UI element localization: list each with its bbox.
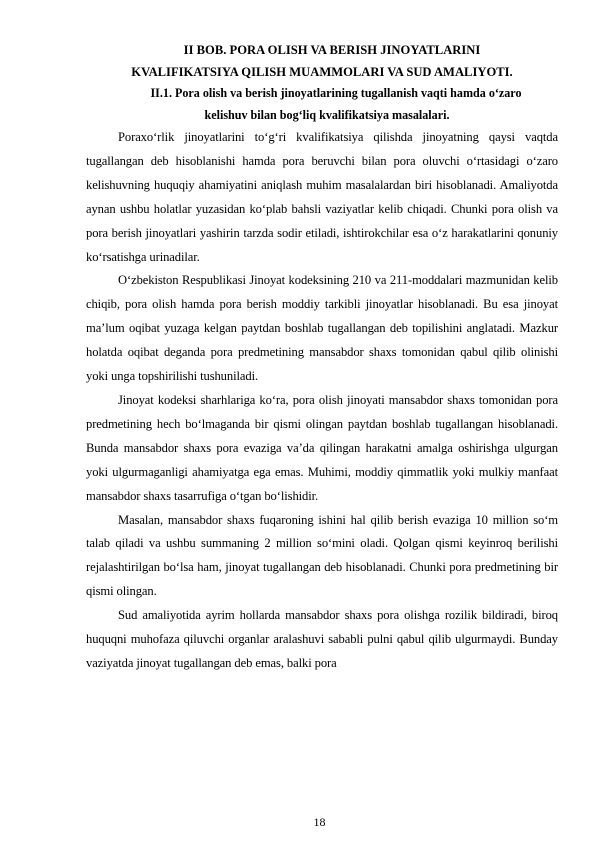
section-heading	[86, 82, 558, 126]
paragraph-4: Masalan, mansabdor shaxs fuqaroning ishini hal qilib berish evaziga 10 million so‘m talab qiladi va ushbu summaning 2 million so‘mini oladi. Qolgan qismi keyinroq berilishi rejalashtirilgan bo‘lsa ham, jinoyat tugallangan deb hisoblanadi. Chunki pora predmetining bir qismi olingan.	[86, 512, 558, 599]
chapter-heading	[86, 40, 558, 82]
page-number: 18	[313, 815, 326, 829]
document-page	[86, 40, 558, 676]
paragraph-3: Jinoyat kodeksi sharhlariga ko‘ra, pora olish jinoyati mansabdor shaxs tomonidan pora predmetining hech bo‘lmaganda bir qismi olingan paytdan boshlab tugallangan hisoblanadi. Bunda mansabdor shaxs pora evaziga va’da qilingan harakatni amalga oshirishga ulgurgan yoki ulgurmaganligi ahamiyatga ega emas. Muhimi, moddiy qimmatlik yoki mulkiy manfaat mansabdor shaxs tasarrufiga o‘tgan bo‘lishidir.	[86, 392, 558, 503]
paragraph-2: O‘zbekiston Respublikasi Jinoyat kodeksining 210 va 211-moddalari mazmunidan kelib chiqib, pora olish hamda pora berish moddiy tarkibli jinoyatlar hisoblanadi. Bu esa jinoyat ma’lum oqibat yuzaga kelgan paytdan boshlab tugallangan deb topilishini anglatadi. Mazkur holatda oqibat deganda pora predmetining mansabdor shaxs tomonidan qabul qilib olinishi yoki unga topshirilishi tushuniladi.	[86, 273, 558, 384]
chapter-heading-line-1: II BOB. PORA OLISH VA BERISH JINOYATLARINI	[183, 43, 481, 57]
chapter-heading-line-2: KVALIFIKATSIYA QILISH MUAMMOLARI VA SUD AMALIYOTI.	[131, 65, 513, 79]
section-heading-line-1: II.1. Pora olish va berish jinoyatlarining tugallanish vaqti hamda o‘zaro	[150, 86, 522, 100]
section-heading-line-2: kelishuv bilan bog‘liq kvalifikatsiya masalalari.	[204, 108, 450, 122]
paragraph-5: Sud amaliyotida ayrim hollarda mansabdor shaxs pora olishga rozilik bildiradi, biroq huquqni muhofaza qiluvchi organlar aralashuvi sababli pulni qabul qilib ulgurmaydi. Bunday vaziyatda jinoyat tugallangan deb emas, balki pora	[86, 608, 558, 670]
paragraph-1: Poraxo‘rlik jinoyatlarini to‘g‘ri kvalifikatsiya qilishda jinoyatning qaysi vaqtda tugallangan deb hisoblanishi hamda pora beruvchi bilan pora oluvchi o‘rtasidagi o‘zaro kelishuvning huquqiy ahamiyatini aniqlash muhim masalalardan biri hisoblanadi. Amaliyotda aynan ushbu holatlar yuzasidan ko‘plab bahsli vaziyatlar kelib chiqadi. Chunki pora olish va pora berish jinoyatlari yashirin tarzda sodir etiladi, ishtirokchilar esa o‘z harakatlarini qonuniy ko‘rsatishga urinadilar.	[86, 130, 558, 264]
